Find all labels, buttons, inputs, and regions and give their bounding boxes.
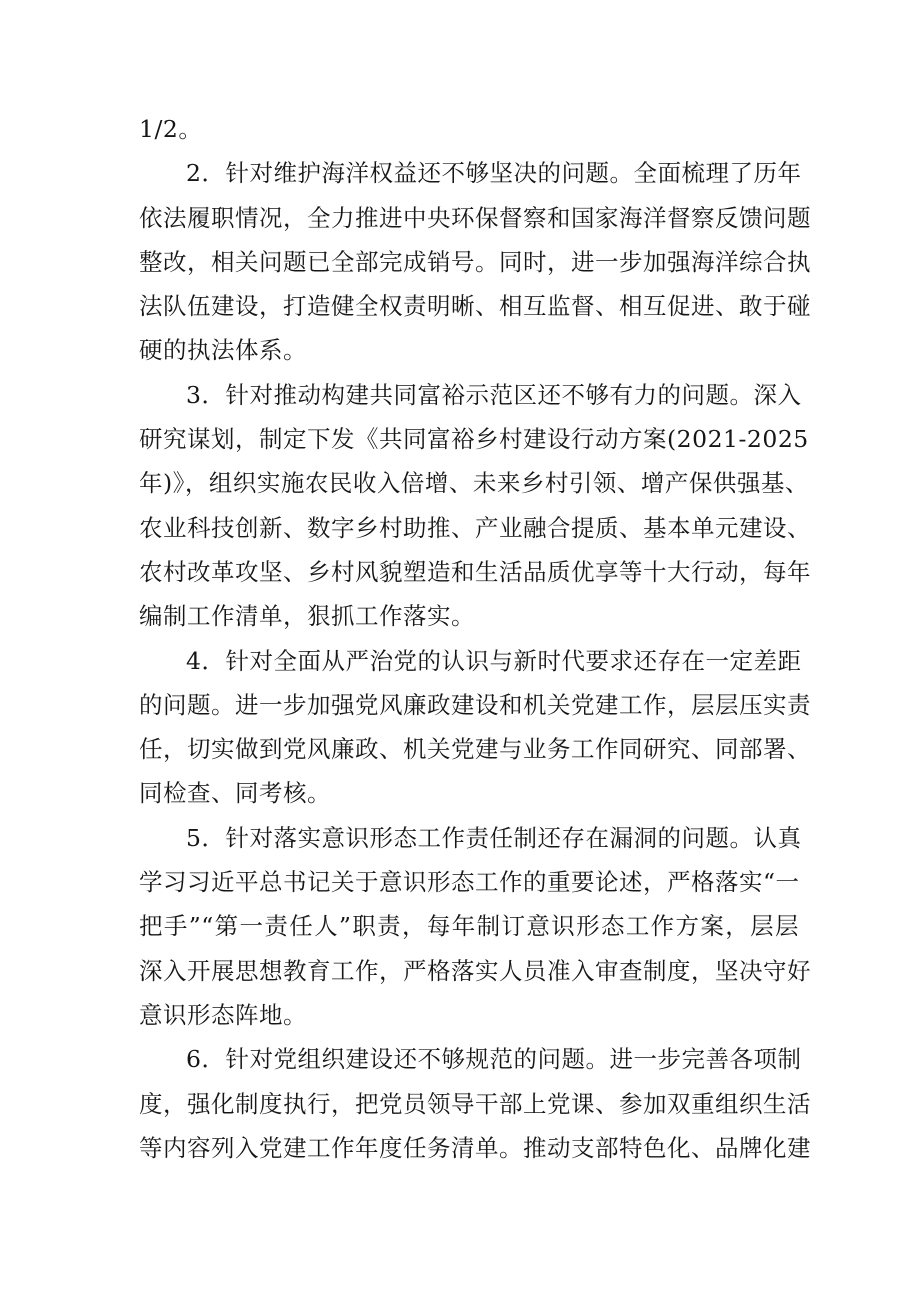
text-line: 农业科技创新、数字乡村助推、产业融合提质、基本单元建设、	[139, 513, 811, 542]
text-line: 整改，相关问题已全部完成销号。同时，进一步加强海洋综合执	[139, 247, 811, 276]
text-line: 1/2。	[139, 115, 203, 143]
text-line: 研究谋划，制定下发《共同富裕乡村建设行动方案(2021-2025	[139, 425, 809, 454]
paragraph-item-4	[139, 639, 811, 816]
text-line: 依法履职情况，全力推进中央环保督察和国家海洋督察反馈问题	[139, 203, 811, 232]
text-line: 等内容列入党建工作年度任务清单。推动支部特色化、品牌化建	[139, 1133, 811, 1162]
text-line: 4．针对全面从严治党的认识与新时代要求还存在一定差距	[186, 646, 802, 675]
text-line: 同检查、同考核。	[139, 779, 331, 808]
text-line: 学习习近平总书记关于意识形态工作的重要论述，严格落实“一	[139, 868, 800, 897]
document-body	[139, 107, 811, 1170]
paragraph-item-3	[139, 373, 811, 639]
paragraph-item-5	[139, 816, 811, 1037]
text-line: 编制工作清单，狠抓工作落实。	[139, 602, 475, 631]
text-line: 法队伍建设，打造健全权责明晰、相互监督、相互促进、敢于碰	[139, 292, 811, 321]
paragraph-continuation	[139, 107, 799, 151]
text-line: 农村改革攻坚、乡村风貌塑造和生活品质优享等十大行动，每年	[139, 557, 811, 586]
text-line: 6．针对党组织建设还不够规范的问题。进一步完善各项制	[186, 1045, 802, 1074]
text-line: 5．针对落实意识形态工作责任制还存在漏洞的问题。认真	[186, 823, 802, 852]
text-line: 度，强化制度执行，把党员领导干部上党课、参加双重组织生活	[139, 1089, 811, 1118]
text-line: 3．针对推动构建共同富裕示范区还不够有力的问题。深入	[186, 380, 802, 409]
paragraph-item-2	[139, 151, 811, 372]
text-line: 任，切实做到党风廉政、机关党建与业务工作同研究、同部署、	[139, 735, 811, 764]
text-line: 深入开展思想教育工作，严格落实人员准入审查制度，坚决守好	[139, 956, 811, 985]
text-line: 把手”“第一责任人”职责，每年制订意识形态工作方案，层层	[139, 912, 799, 941]
text-line: 硬的执法体系。	[139, 336, 307, 365]
text-line: 意识形态阵地。	[139, 1000, 307, 1029]
text-line: 的问题。进一步加强党风廉政建设和机关党建工作，层层压实责	[139, 690, 811, 719]
paragraph-item-6	[139, 1037, 811, 1170]
text-line: 2．针对维护海洋权益还不够坚决的问题。全面梳理了历年	[186, 159, 802, 188]
text-line: 年)》，组织实施农民收入倍增、未来乡村引领、增产保供强基、	[139, 469, 809, 498]
